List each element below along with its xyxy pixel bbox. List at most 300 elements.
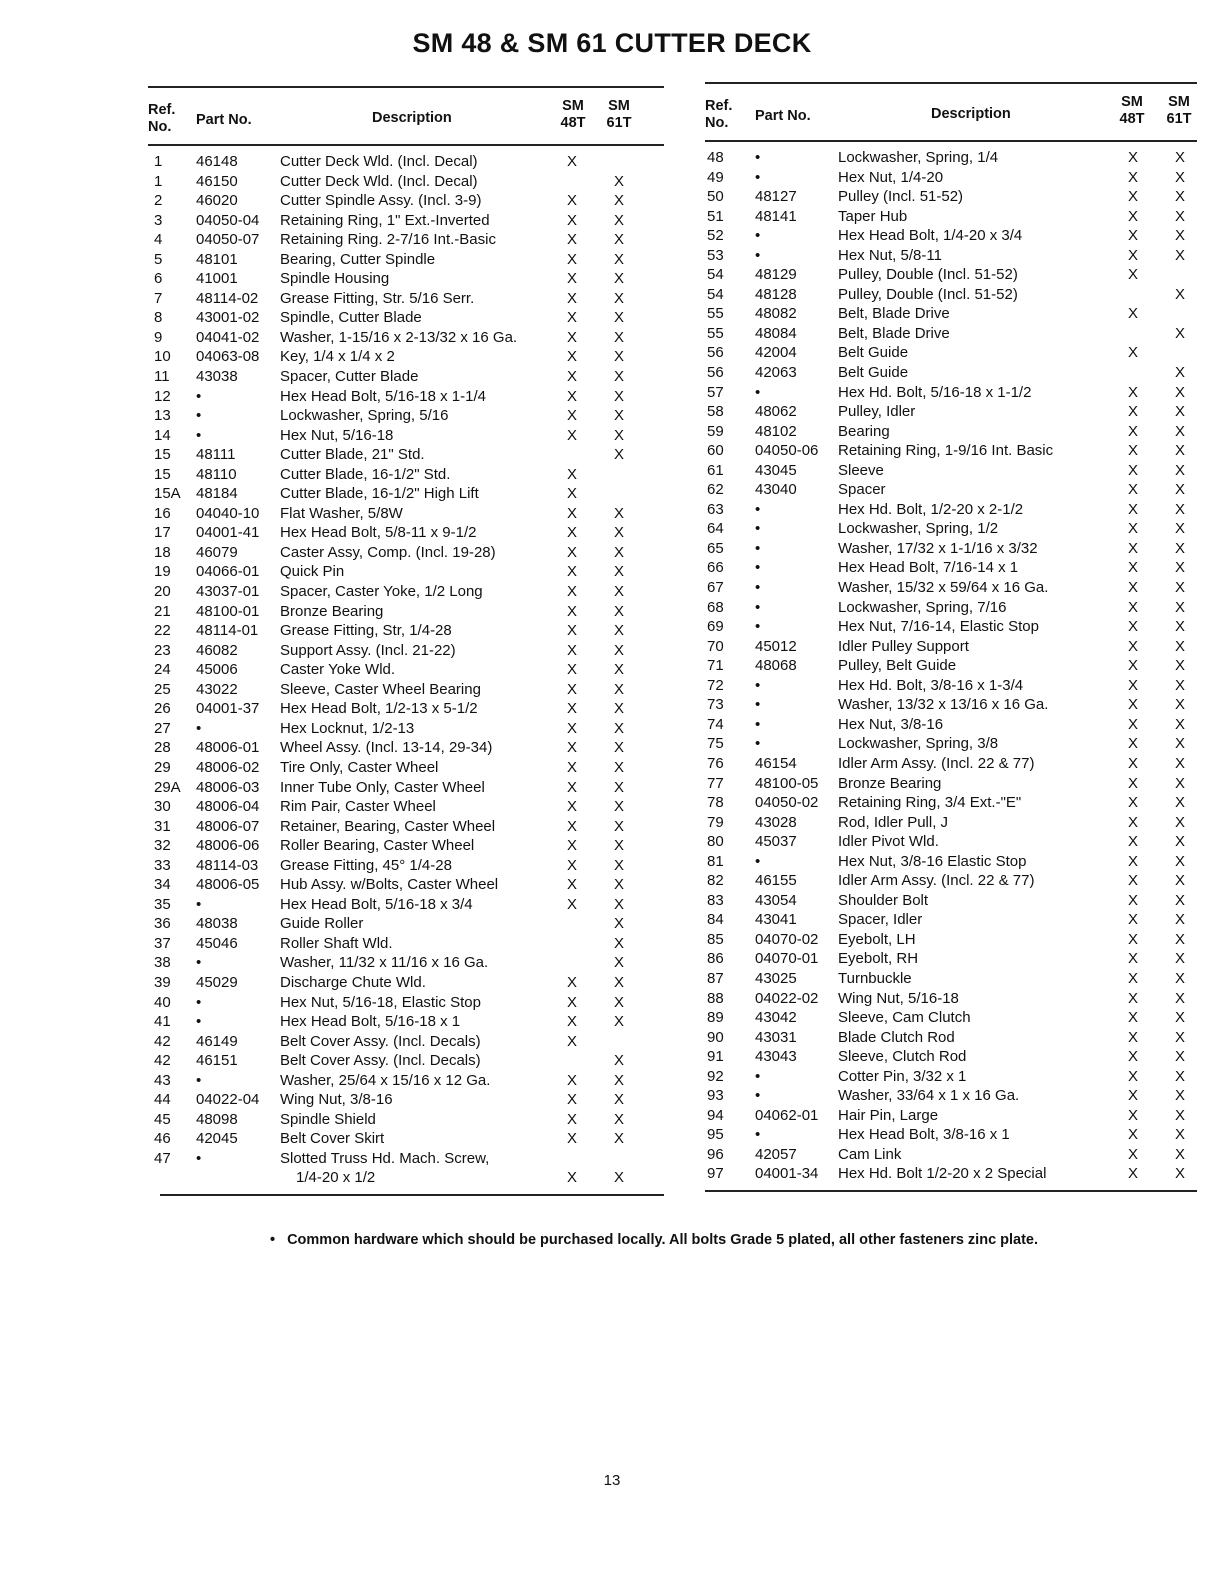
sm48-cell: X (566, 563, 577, 581)
ref-cell: 78 (707, 794, 724, 812)
part-no-cell: 48111 (196, 446, 236, 464)
table-row (148, 289, 664, 309)
description-cell: Cutter Deck Wld. (Incl. Decal) (280, 172, 478, 190)
sm61-cell: X (613, 446, 624, 464)
table-row (705, 989, 1197, 1009)
ref-cell: 18 (154, 543, 171, 561)
table-row (705, 715, 1197, 735)
sm61-cell: X (1174, 735, 1185, 753)
description-cell: Hex Nut, 7/16-14, Elastic Stop (838, 618, 1039, 636)
part-no-cell: 46020 (196, 192, 238, 210)
part-no-cell: • (755, 246, 761, 264)
table-row (705, 226, 1197, 246)
table-row (148, 191, 664, 211)
sm61-cell: X (1174, 657, 1185, 675)
ref-cell: 8 (154, 309, 163, 327)
part-no-cell: 48038 (196, 915, 238, 933)
sm48-cell: X (1127, 1009, 1138, 1027)
part-no-cell: 04040-10 (196, 504, 260, 522)
sm48-cell: X (1127, 891, 1138, 909)
sm48-cell: X (1127, 872, 1138, 890)
part-no-cell: 04070-02 (755, 930, 819, 948)
sm61-cell: X (1174, 794, 1185, 812)
header-sm61 (604, 98, 634, 132)
description-cell: Cutter Blade, 21" Std. (280, 446, 425, 464)
ref-cell: 40 (154, 993, 171, 1011)
description-cell: Lockwasher, Spring, 7/16 (838, 598, 1007, 616)
ref-cell: 72 (707, 676, 724, 694)
ref-cell: 87 (707, 969, 724, 987)
description-cell: Wheel Assy. (Incl. 13-14, 29-34) (280, 739, 493, 757)
description-cell: Eyebolt, RH (838, 950, 919, 968)
sm48-cell: X (1127, 520, 1138, 538)
table-row (705, 637, 1197, 657)
sm48-cell: X (566, 485, 577, 503)
table-row (148, 699, 664, 719)
part-no-cell: 04050-07 (196, 231, 260, 249)
sm61-cell: X (613, 289, 624, 307)
ref-cell: 38 (154, 954, 171, 972)
sm61-cell: X (1174, 461, 1185, 479)
sm61-cell: X (1174, 1087, 1185, 1105)
table-row (705, 304, 1197, 324)
part-no-cell: 48127 (755, 188, 797, 206)
sm48-cell: X (1127, 794, 1138, 812)
table-row (148, 367, 664, 387)
part-no-cell: 48100-01 (196, 602, 260, 620)
ref-cell: 50 (707, 188, 724, 206)
table-row (148, 1129, 664, 1149)
sm61-cell: X (613, 407, 624, 425)
sm48-cell: X (1127, 305, 1138, 323)
part-no-cell: 46151 (196, 1052, 238, 1070)
part-no-cell: • (196, 426, 202, 444)
table-header (148, 88, 664, 146)
sm48-cell: X (566, 622, 577, 640)
sm48-cell: X (566, 309, 577, 327)
ref-cell: 20 (154, 583, 171, 601)
description-cell: Spacer (838, 481, 886, 499)
sm48-cell: X (1127, 188, 1138, 206)
description-cell: Bronze Bearing (280, 602, 384, 620)
sm61-cell: X (613, 1130, 624, 1148)
description-cell: Blade Clutch Rod (838, 1028, 955, 1046)
sm61-cell: X (613, 622, 624, 640)
sm48-cell: X (1127, 657, 1138, 675)
sm61-cell: X (1174, 442, 1185, 460)
ref-cell: 5 (154, 250, 163, 268)
table-row (148, 602, 664, 622)
sm61-cell: X (613, 856, 624, 874)
table-row (705, 480, 1197, 500)
description-cell: Grease Fitting, Str, 1/4-28 (280, 622, 452, 640)
table-row (705, 285, 1197, 305)
table-row (705, 246, 1197, 266)
ref-cell: 61 (707, 461, 724, 479)
description-cell: Hex Hd. Bolt, 5/16-18 x 1-1/2 (838, 383, 1032, 401)
sm48-cell: X (566, 387, 577, 405)
sm48-cell: X (1127, 481, 1138, 499)
page-number: 13 (603, 1472, 621, 1489)
part-no-cell: • (755, 1126, 761, 1144)
ref-cell: 34 (154, 876, 171, 894)
part-no-cell: 48114-03 (196, 856, 259, 874)
sm48-cell: X (1127, 344, 1138, 362)
description-cell: Cutter Spindle Assy. (Incl. 3-9) (280, 192, 482, 210)
description-cell: Eyebolt, LH (838, 930, 916, 948)
table-row (148, 582, 664, 602)
description-cell-continued: 1/4-20 x 1/2 (296, 1169, 376, 1187)
sm48-cell: X (566, 758, 577, 776)
part-no-cell: 48101 (196, 250, 238, 268)
table-row (148, 426, 664, 446)
description-cell: Caster Yoke Wld. (280, 661, 396, 679)
part-no-cell: 48006-01 (196, 739, 260, 757)
sm61-cell: X (613, 348, 624, 366)
footnote (270, 1232, 1170, 1248)
table-row (148, 836, 664, 856)
sm48-cell: X (1127, 930, 1138, 948)
part-no-cell: • (196, 1013, 202, 1031)
header-sm48 (1117, 94, 1147, 128)
table-row (705, 324, 1197, 344)
ref-cell: 89 (707, 1009, 724, 1027)
part-no-cell: 48141 (755, 207, 797, 225)
ref-cell: 55 (707, 324, 724, 342)
sm48-cell: X (1127, 813, 1138, 831)
sm48-cell: X (566, 407, 577, 425)
sm61-cell: X (613, 973, 624, 991)
ref-cell: 63 (707, 500, 724, 518)
table-row (705, 1145, 1197, 1165)
part-no-cell: 04001-34 (755, 1165, 819, 1183)
part-no-cell: • (755, 579, 761, 597)
sm61-cell: X (613, 543, 624, 561)
sm48-cell: X (566, 1071, 577, 1089)
table-row (705, 1164, 1197, 1184)
sm48-cell: X (566, 1091, 577, 1109)
part-no-cell: 04050-02 (755, 794, 819, 812)
ref-cell: 79 (707, 813, 724, 831)
table-row (705, 617, 1197, 637)
ref-cell: 1 (154, 153, 163, 170)
description-cell: Spacer, Caster Yoke, 1/2 Long (280, 583, 483, 601)
sm61-cell: X (1174, 188, 1185, 206)
description-cell: Belt Cover Skirt (280, 1130, 385, 1148)
description-cell: Cotter Pin, 3/32 x 1 (838, 1067, 967, 1085)
ref-cell: 30 (154, 798, 171, 816)
table-row (148, 993, 664, 1013)
description-cell: Hex Head Bolt, 1/2-13 x 5-1/2 (280, 700, 478, 718)
sm61-cell: X (613, 602, 624, 620)
ref-cell: 70 (707, 637, 724, 655)
sm61-cell: X (1174, 1067, 1185, 1085)
sm48-cell: X (1127, 383, 1138, 401)
sm61-cell: X (1174, 520, 1185, 538)
header-sm61 (1164, 94, 1194, 128)
sm48-cell: X (566, 543, 577, 561)
part-no-cell: 46155 (755, 872, 797, 890)
sm48-cell: X (1127, 696, 1138, 714)
table-row (705, 695, 1197, 715)
description-cell: Wing Nut, 5/16-18 (838, 989, 959, 1007)
sm48-cell: X (1127, 1087, 1138, 1105)
part-no-cell: • (196, 1071, 202, 1089)
table-row (148, 562, 664, 582)
parts-table-left (148, 86, 664, 1196)
header-ref-line2: No. (148, 119, 172, 135)
sm48-cell: X (566, 231, 577, 249)
table-row (705, 1106, 1197, 1126)
part-no-cell: 48184 (196, 485, 238, 503)
header-sm48-line2: 48T (560, 115, 586, 131)
ref-cell: 83 (707, 891, 724, 909)
part-no-cell: • (755, 227, 761, 245)
part-no-cell: • (755, 559, 761, 577)
sm48-cell: X (566, 289, 577, 307)
sm61-cell: X (613, 876, 624, 894)
sm61-cell: X (613, 661, 624, 679)
part-no-cell: 42045 (196, 1130, 238, 1148)
sm61-cell: X (1174, 149, 1185, 166)
part-no-cell: 04062-01 (755, 1106, 819, 1124)
description-cell: Inner Tube Only, Caster Wheel (280, 778, 485, 796)
ref-cell: 74 (707, 715, 724, 733)
sm61-cell: X (613, 1013, 624, 1031)
sm61-cell: X (613, 1169, 624, 1187)
part-no-cell: 04041-02 (196, 328, 260, 346)
description-cell: Hex Nut, 5/16-18, Elastic Stop (280, 993, 481, 1011)
table-row (705, 598, 1197, 618)
ref-cell: 59 (707, 422, 724, 440)
sm61-cell: X (1174, 930, 1185, 948)
ref-cell: 6 (154, 270, 163, 288)
table-row (705, 949, 1197, 969)
sm48-cell: X (1127, 539, 1138, 557)
sm48-cell: X (1127, 637, 1138, 655)
table-row (705, 265, 1197, 285)
sm48-cell: X (1127, 1106, 1138, 1124)
part-no-cell: • (755, 149, 761, 166)
ref-cell: 60 (707, 442, 724, 460)
header-sm61-line1: SM (608, 98, 630, 114)
ref-cell: 81 (707, 852, 724, 870)
table-row (148, 445, 664, 465)
sm48-cell: X (566, 719, 577, 737)
sm48-cell: X (566, 602, 577, 620)
sm48-cell: X (566, 1013, 577, 1031)
description-cell: Spindle Shield (280, 1110, 376, 1128)
sm48-cell: X (1127, 833, 1138, 851)
sm48-cell: X (566, 641, 577, 659)
description-cell: Hex Nut, 1/4-20 (838, 168, 944, 186)
table-row (148, 973, 664, 993)
sm48-cell: X (566, 583, 577, 601)
part-no-cell: • (755, 735, 761, 753)
sm61-cell: X (613, 426, 624, 444)
part-no-cell: 48082 (755, 305, 797, 323)
description-cell: Hex Head Bolt, 1/4-20 x 3/4 (838, 227, 1023, 245)
ref-cell: 54 (707, 266, 724, 284)
header-sm61-line1: SM (1168, 94, 1190, 110)
part-no-cell: 42004 (755, 344, 797, 362)
description-cell: Hex Nut, 3/8-16 Elastic Stop (838, 852, 1027, 870)
table-row (705, 754, 1197, 774)
table-row (148, 797, 664, 817)
ref-cell: 39 (154, 973, 171, 991)
table-row (148, 953, 664, 973)
sm61-cell: X (1174, 911, 1185, 929)
description-cell: Flat Washer, 5/8W (280, 504, 403, 522)
header-description: Description (931, 106, 1011, 122)
sm48-cell: X (1127, 149, 1138, 166)
sm48-cell: X (566, 680, 577, 698)
sm61-cell: X (1174, 950, 1185, 968)
description-cell: Washer, 13/32 x 13/16 x 16 Ga. (838, 696, 1049, 714)
part-no-cell: • (755, 696, 761, 714)
table-row (148, 387, 664, 407)
part-no-cell: • (755, 168, 761, 186)
sm48-cell: X (1127, 1048, 1138, 1066)
part-no-cell: 45012 (755, 637, 797, 655)
table-row (148, 914, 664, 934)
part-no-cell: • (755, 618, 761, 636)
description-cell: Lockwasher, Spring, 5/16 (280, 407, 449, 425)
sm61-cell: X (613, 993, 624, 1011)
sm48-cell: X (1127, 207, 1138, 225)
ref-cell: 69 (707, 618, 724, 636)
description-cell: Belt, Blade Drive (838, 305, 950, 323)
header-ref (705, 98, 732, 132)
description-cell: Belt Guide (838, 344, 909, 362)
part-no-cell: 45029 (196, 973, 238, 991)
sm61-cell: X (1174, 227, 1185, 245)
sm61-cell: X (1174, 422, 1185, 440)
description-cell: Hex Hd. Bolt 1/2-20 x 2 Special (838, 1165, 1047, 1183)
header-sm48 (558, 98, 588, 132)
header-sm61-line2: 61T (1166, 111, 1192, 127)
table-row (148, 308, 664, 328)
sm61-cell: X (613, 680, 624, 698)
table-row (148, 406, 664, 426)
sm48-cell: X (1127, 754, 1138, 772)
description-cell: Idler Pulley Support (838, 637, 969, 655)
description-cell: Hex Nut, 5/16-18 (280, 426, 394, 444)
table-row (148, 543, 664, 563)
sm48-cell: X (566, 153, 577, 170)
description-cell: Belt, Blade Drive (838, 324, 950, 342)
sm61-cell: X (613, 211, 624, 229)
table-row (705, 734, 1197, 754)
sm48-cell: X (566, 426, 577, 444)
sm61-cell: X (1174, 833, 1185, 851)
table-row (705, 871, 1197, 891)
part-no-cell: 46079 (196, 543, 238, 561)
description-cell: Retaining Ring, 3/4 Ext.-"E" (838, 794, 1022, 812)
sm61-cell: X (613, 583, 624, 601)
table-row (148, 856, 664, 876)
sm48-cell: X (1127, 852, 1138, 870)
ref-cell: 54 (707, 285, 724, 303)
ref-cell: 33 (154, 856, 171, 874)
ref-cell: 43 (154, 1071, 171, 1089)
sm61-cell: X (1174, 618, 1185, 636)
sm61-cell: X (1174, 813, 1185, 831)
table-header (705, 84, 1197, 142)
sm48-cell: X (566, 817, 577, 835)
part-no-cell: 42057 (755, 1145, 797, 1163)
description-cell: Belt Guide (838, 364, 909, 382)
table-row (148, 484, 664, 504)
sm61-cell: X (613, 504, 624, 522)
ref-cell: 27 (154, 719, 171, 737)
sm48-cell: X (566, 993, 577, 1011)
sm48-cell: X (566, 524, 577, 542)
table-row (705, 1067, 1197, 1087)
description-cell: Retainer, Bearing, Caster Wheel (280, 817, 496, 835)
part-no-cell: 45006 (196, 661, 238, 679)
sm48-cell: X (1127, 579, 1138, 597)
ref-cell: 84 (707, 911, 724, 929)
part-no-cell: • (755, 500, 761, 518)
ref-cell: 97 (707, 1165, 724, 1183)
description-cell: Hex Head Bolt, 5/16-18 x 3/4 (280, 895, 473, 913)
sm61-cell: X (1174, 696, 1185, 714)
part-no-cell: 04001-41 (196, 524, 260, 542)
ref-cell: 51 (707, 207, 724, 225)
header-ref-line1: Ref. (148, 102, 176, 118)
description-cell: Hex Nut, 3/8-16 (838, 715, 944, 733)
sm48-cell: X (1127, 227, 1138, 245)
sm48-cell: X (1127, 950, 1138, 968)
table-row (705, 578, 1197, 598)
sm61-cell: X (613, 270, 624, 288)
part-no-cell: • (196, 387, 202, 405)
ref-cell: 13 (154, 407, 171, 425)
description-cell: Bearing, Cutter Spindle (280, 250, 436, 268)
sm61-cell: X (613, 387, 624, 405)
ref-cell: 36 (154, 915, 171, 933)
ref-cell: 14 (154, 426, 171, 444)
part-no-cell: 42063 (755, 364, 797, 382)
sm48-cell: X (566, 1032, 577, 1050)
sm61-cell: X (613, 231, 624, 249)
description-cell: Sleeve (838, 461, 884, 479)
description-cell: Roller Shaft Wld. (280, 934, 393, 952)
part-no-cell: 43041 (755, 911, 797, 929)
part-no-cell: 43022 (196, 680, 238, 698)
sm61-cell: X (613, 309, 624, 327)
ref-cell: 53 (707, 246, 724, 264)
sm61-cell: X (613, 368, 624, 386)
table-row (705, 343, 1197, 363)
part-no-cell: 45046 (196, 934, 238, 952)
description-cell: Sleeve, Caster Wheel Bearing (280, 680, 481, 698)
table-bottom-rule (160, 1194, 664, 1196)
header-ref-line1: Ref. (705, 98, 733, 114)
table-row (148, 934, 664, 954)
sm61-cell: X (1174, 598, 1185, 616)
description-cell: Grease Fitting, 45° 1/4-28 (280, 856, 452, 874)
sm61-cell: X (613, 739, 624, 757)
table-row (705, 363, 1197, 383)
description-cell: Idler Arm Assy. (Incl. 22 & 77) (838, 754, 1035, 772)
description-cell: Spindle Housing (280, 270, 390, 288)
sm48-cell: X (566, 1130, 577, 1148)
description-cell: Bearing (838, 422, 890, 440)
sm61-cell: X (1174, 500, 1185, 518)
ref-cell: 56 (707, 344, 724, 362)
